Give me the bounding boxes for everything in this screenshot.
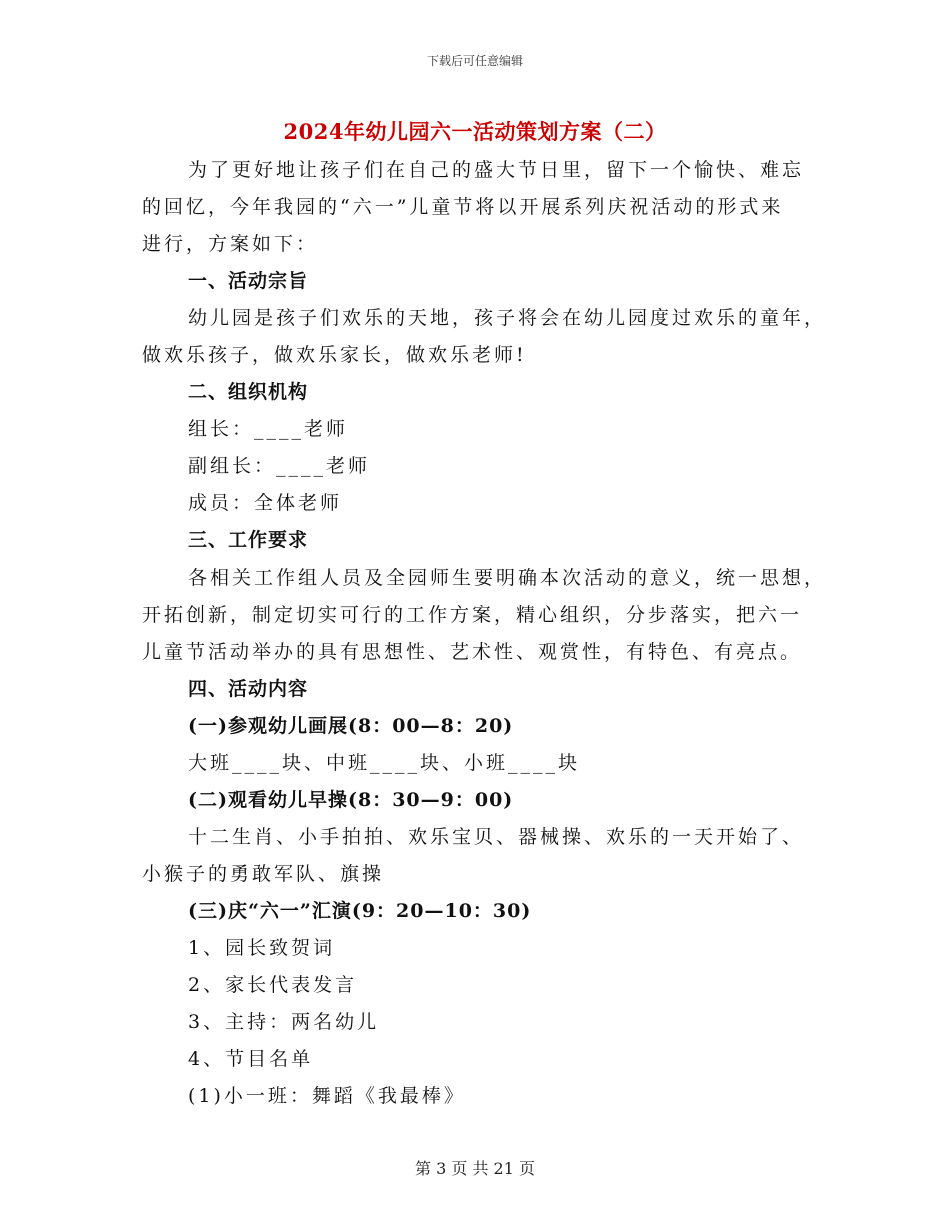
section3-heading: 三、工作要求 xyxy=(188,529,309,551)
section4-item2-line-1: 十二生肖、小手拍拍、欢乐宝贝、器械操、欢乐的一天开始了、 xyxy=(188,826,805,848)
section3-line-2: 开拓创新，制定切实可行的工作方案，精心组织，分步落实，把六一 xyxy=(142,604,803,626)
section1-heading: 一、活动宗旨 xyxy=(188,270,309,292)
program-list-item: 3、主持：两名幼儿 xyxy=(188,1011,380,1033)
section2-heading: 二、组织机构 xyxy=(188,381,309,403)
section4-item1-text: 大班____块、中班____块、小班____块 xyxy=(188,752,581,774)
program-list-item: 2、家长代表发言 xyxy=(188,974,358,996)
intro-line-1: 为了更好地让孩子们在自己的盛大节日里，留下一个愉快、难忘 xyxy=(188,159,805,181)
section1-line-1: 幼儿园是孩子们欢乐的天地，孩子将会在幼儿园度过欢乐的童年， xyxy=(188,307,827,329)
section4-heading: 四、活动内容 xyxy=(188,678,309,700)
intro-line-2: 的回忆，今年我园的“六一”儿童节将以开展系列庆祝活动的形式来 xyxy=(142,196,784,218)
page-number: 第 3 页 共 21 页 xyxy=(415,1159,535,1178)
section2-vice-leader: 副组长：____老师 xyxy=(188,455,371,477)
section2-leader: 组长：____老师 xyxy=(188,418,349,440)
section4-item3-heading: (三)庆“六一”汇演(9：20—10：30) xyxy=(188,900,532,922)
program-list-item: 1、园长致贺词 xyxy=(188,937,336,959)
page-header-note: 下载后可任意编辑 xyxy=(426,54,523,68)
section4-item2-line-2: 小猴子的勇敢军队、旗操 xyxy=(142,863,385,885)
section4-item2-heading: (二)观看幼儿早操(8：30—9：00) xyxy=(188,789,514,811)
program-list-item: 4、节目名单 xyxy=(188,1048,314,1070)
section1-line-2: 做欢乐孩子，做欢乐家长，做欢乐老师! xyxy=(142,344,527,366)
section3-line-1: 各相关工作组人员及全园师生要明确本次活动的意义，统一思想， xyxy=(188,567,827,589)
intro-line-3: 进行，方案如下： xyxy=(142,233,319,255)
section4-item1-heading: (一)参观幼儿画展(8：00—8：20) xyxy=(188,715,514,737)
section2-members: 成员：全体老师 xyxy=(188,492,343,514)
program-list-item: (1)小一班：舞蹈《我最棒》 xyxy=(188,1085,466,1107)
section3-line-3: 儿童节活动举办的具有思想性、艺术性、观赏性，有特色、有亮点。 xyxy=(142,641,803,663)
document-title: 2024年幼儿园六一活动策划方案（二） xyxy=(283,119,667,144)
